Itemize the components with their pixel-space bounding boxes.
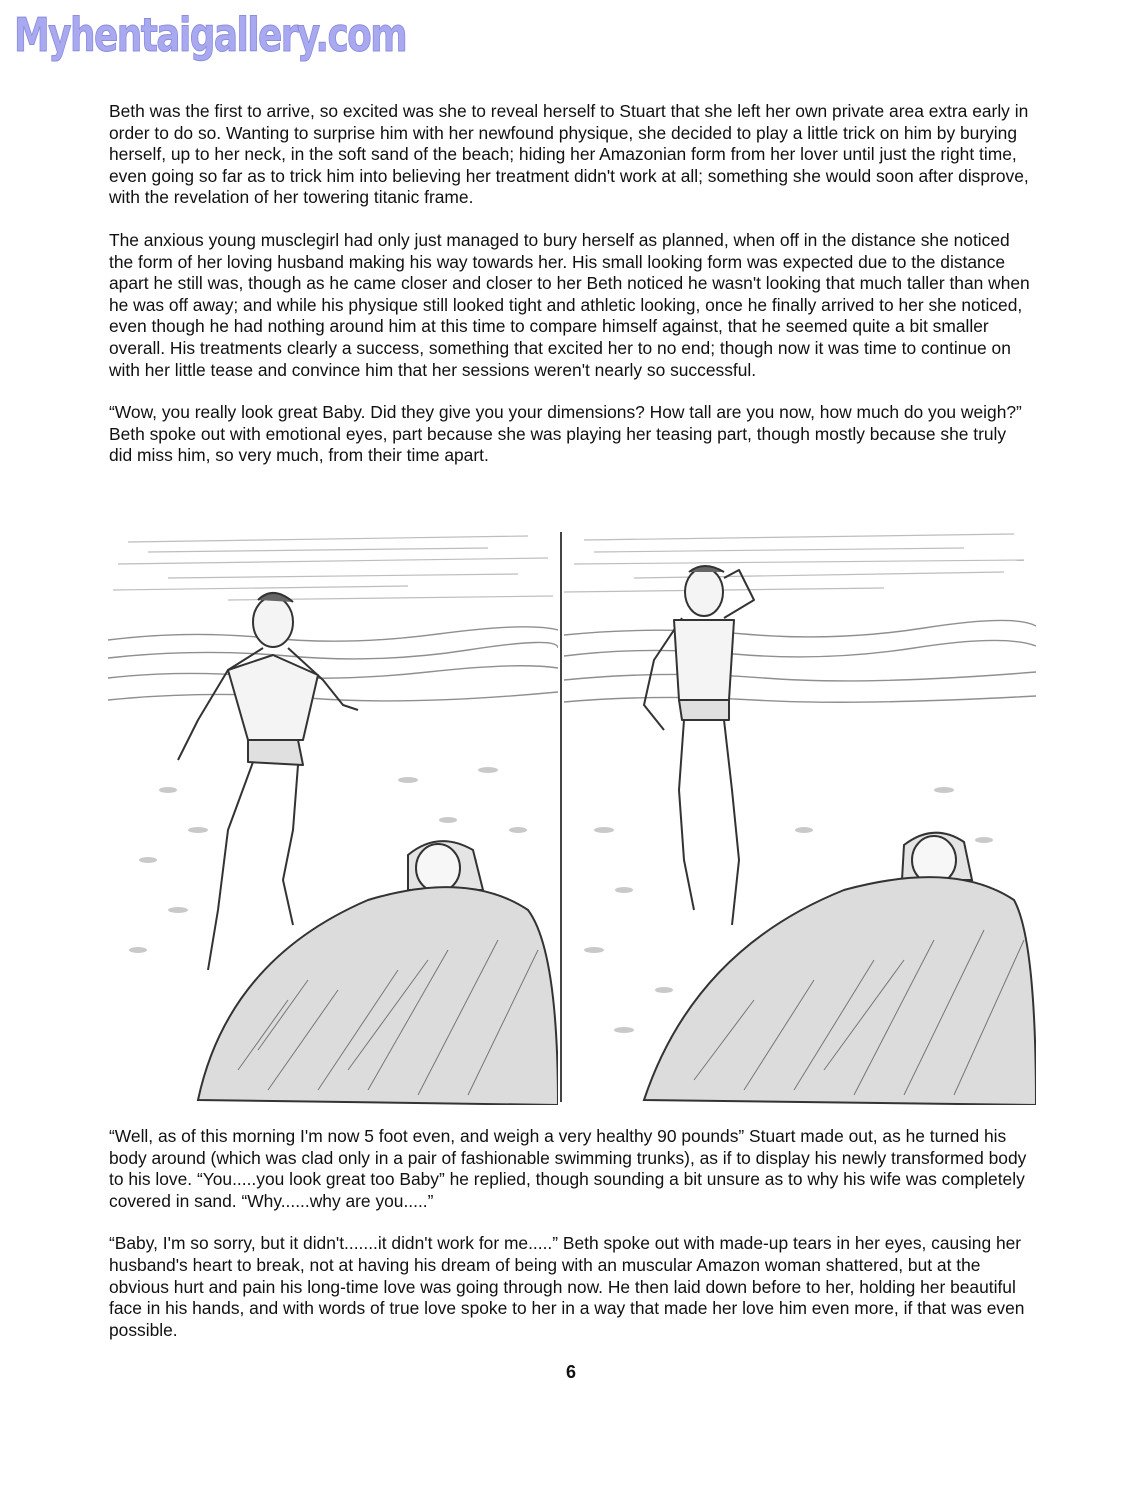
watermark-logo: Myhentaigallery.com	[14, 8, 407, 62]
paragraph: “Wow, you really look great Baby. Did they give you your dimensions? How tall are you now, how much do you weigh?” Beth spoke out with emotional eyes, part because she was playing her teasing part, though mostly because she truly did miss him, so very much, from their time apart.	[109, 402, 1022, 466]
paragraph: Beth was the first to arrive, so excited was she to reveal herself to Stuart that she left her own private area extra early in order to do so. Wanting to surprise him with her newfound physique, she decided to play a little trick on him by burying herself, up to her neck, in the soft sand of the beach; hiding her Amazonian form from her lover until just the right time, even going so far as to trick him into believing her treatment didn't work at all; something she would soon after disprove, with the revelation of her towering titanic frame.	[109, 101, 1029, 208]
panel-right-illustration	[564, 530, 1036, 1105]
panel-divider	[560, 532, 562, 1102]
panel-left-illustration	[108, 530, 558, 1105]
paragraph: The anxious young musclegirl had only just managed to bury herself as planned, when off in the distance she noticed the form of her loving husband making his way towards her. His small looking form was expected due to the distance apart he still was, though as he came closer and closer to her Beth noticed he wasn't looking that much taller than when he was off away; and while his physique still looked tight and athletic looking, once he finally arrived to her she noticed, even though he had nothing around him at this time to compare himself against, that he seemed quite a bit smaller overall. His treatments clearly a success, something that excited her to no end; though now it was time to continue on with her little tease and convince him that her sessions weren't nearly so successful.	[109, 229, 1030, 380]
paragraph: “Baby, I'm so sorry, but it didn't.......it didn't work for me.....” Beth spoke out with made-up tears in her eyes, causing her husband's heart to break, not at having his dream of being with an muscular Amazon woman shattered, but at the obvious hurt and pain his long-time love was going through now. He then laid down before to her, holding her beautiful face in his hands, and with words of true love spoke to her in a way that made her love him even more, if that was even possible.	[109, 1233, 1025, 1340]
comic-panels	[108, 530, 1036, 1105]
paragraph: “Well, as of this morning I'm now 5 foot even, and weigh a very healthy 90 pounds” Stuart made out, as he turned his body around (which was clad only in a pair of fashionable swimming trunks), as if to display his newly transformed body to his love. “You.....you look great too Baby” he replied, though sounding a bit unsure as to why his wife was completely covered in sand. “Why......why are you.....”	[109, 1126, 1027, 1211]
page-number: 6	[565, 1362, 576, 1382]
comic-panel-left	[108, 530, 558, 1105]
story-text-bottom	[109, 1126, 1033, 1362]
story-text-top	[109, 101, 1033, 488]
comic-panel-right	[564, 530, 1036, 1105]
